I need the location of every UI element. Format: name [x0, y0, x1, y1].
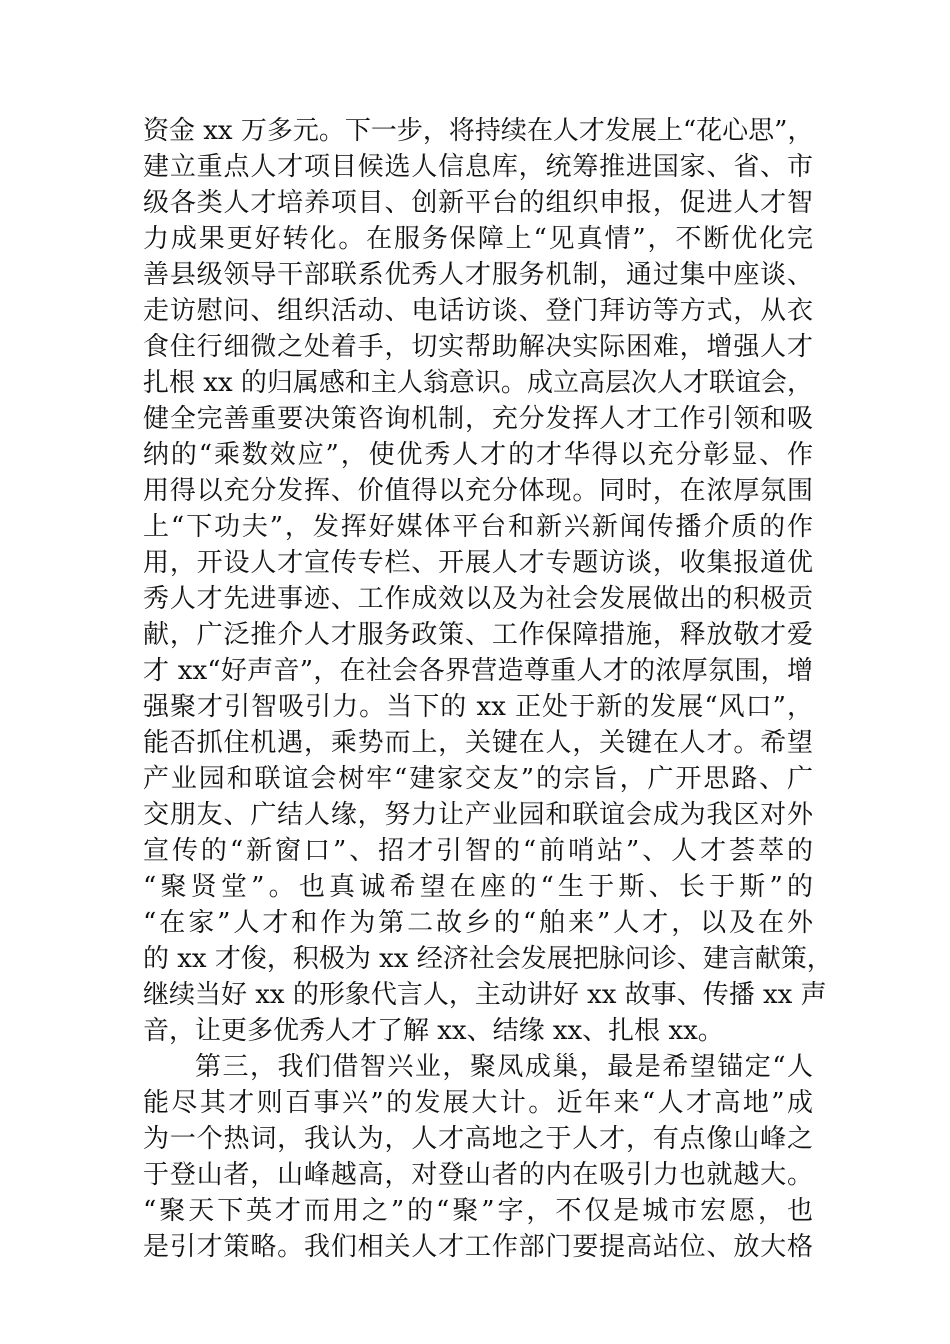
- text-line: 走访慰问、组织活动、电话访谈、登门拜访等方式，从衣: [143, 296, 813, 326]
- text-line: 是引才策略。我们相关人才工作部门要提高站位、放大格: [143, 1232, 813, 1262]
- text-line: 级各类人才培养项目、创新平台的组织申报，促进人才智: [143, 188, 813, 218]
- text-line: 健全完善重要决策咨询机制，充分发挥人才工作引领和吸: [143, 404, 813, 434]
- text-line: 能否抓住机遇，乘势而上，关键在人，关键在人才。希望: [143, 728, 813, 758]
- text-line: 建立重点人才项目候选人信息库，统筹推进国家、省、市: [143, 152, 813, 182]
- text-line: 强聚才引智吸引力。当下的 xx 正处于新的发展“风口”，: [143, 692, 813, 722]
- text-line: 上“下功夫”，发挥好媒体平台和新兴新闻传播介质的作: [143, 512, 813, 542]
- text-line: 用得以充分发挥、价值得以充分体现。同时，在浓厚氛围: [143, 476, 813, 506]
- text-line: 用，开设人才宣传专栏、开展人才专题访谈，收集报道优: [143, 548, 813, 578]
- body-text: [143, 113, 833, 1265]
- text-line: 扎根 xx 的归属感和主人翁意识。成立高层次人才联谊会，: [143, 368, 813, 398]
- text-line: 于登山者，山峰越高，对登山者的内在吸引力也就越大。: [143, 1160, 813, 1190]
- text-line: 音，让更多优秀人才了解 xx、结缘 xx、扎根 xx。: [143, 1016, 724, 1046]
- text-line: “聚贤堂”。也真诚希望在座的“生于斯、长于斯”的: [143, 872, 813, 902]
- text-line: 献，广泛推介人才服务政策、工作保障措施，释放敬才爱: [143, 620, 813, 650]
- text-line: “在家”人才和作为第二故乡的“舶来”人才，以及在外: [143, 908, 813, 938]
- text-line: 资金 xx 万多元。下一步，将持续在人才发展上“花心思”，: [143, 116, 814, 146]
- text-line: 交朋友、广结人缘，努力让产业园和联谊会成为我区对外: [143, 800, 813, 830]
- text-line: 的 xx 才俊，积极为 xx 经济社会发展把脉问诊、建言献策，: [143, 944, 833, 974]
- text-line: 能尽其才则百事兴”的发展大计。近年来“人才高地”成: [143, 1088, 813, 1118]
- text-line: 善县级领导干部联系优秀人才服务机制，通过集中座谈、: [143, 260, 813, 290]
- text-line: 为一个热词，我认为，人才高地之于人才，有点像山峰之: [143, 1124, 813, 1154]
- paragraph-first-line: 第三，我们借智兴业，聚凤成巢，最是希望锚定“人: [195, 1052, 813, 1082]
- text-line: 纳的“乘数效应”，使优秀人才的才华得以充分彰显、作: [143, 440, 813, 470]
- text-line: 才 xx“好声音”，在社会各界营造尊重人才的浓厚氛围，增: [143, 656, 813, 686]
- text-line: “聚天下英才而用之”的“聚”字，不仅是城市宏愿，也: [143, 1196, 813, 1226]
- text-line: 继续当好 xx 的形象代言人，主动讲好 xx 故事、传播 xx 声: [143, 980, 827, 1010]
- text-line: 食住行细微之处着手，切实帮助解决实际困难，增强人才: [143, 332, 813, 362]
- text-line: 力成果更好转化。在服务保障上“见真情”，不断优化完: [143, 224, 813, 254]
- text-line: 秀人才先进事迹、工作成效以及为社会发展做出的积极贡: [143, 584, 813, 614]
- text-line: 产业园和联谊会树牢“建家交友”的宗旨，广开思路、广: [143, 764, 813, 794]
- text-line: 宣传的“新窗口”、招才引智的“前哨站”、人才荟萃的: [143, 836, 813, 866]
